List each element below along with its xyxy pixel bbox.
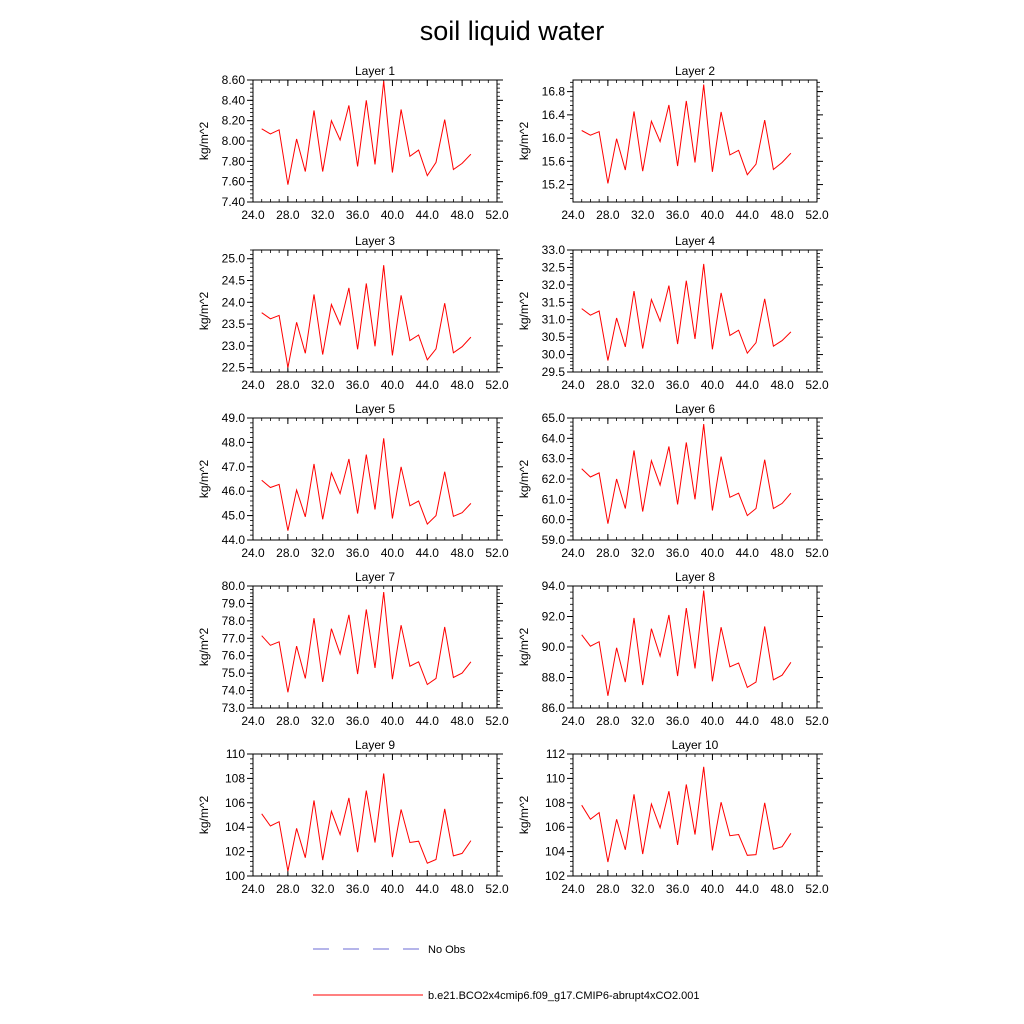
x-tick-label: 52.0 (805, 714, 829, 728)
x-tick-label: 48.0 (770, 546, 794, 560)
y-axis-label: kg/m^2 (197, 291, 211, 331)
y-tick-label: 7.60 (221, 174, 245, 189)
panel-title: Layer 6 (674, 402, 716, 416)
y-tick-label: 24.0 (221, 295, 245, 310)
y-tick-label: 74.0 (221, 683, 245, 698)
y-tick-label: 16.8 (541, 84, 565, 99)
y-tick-label: 29.5 (541, 365, 565, 379)
y-axis-label: kg/m^2 (197, 627, 211, 667)
panel-layer-8 (517, 570, 829, 728)
x-tick-label: 44.0 (735, 714, 759, 728)
x-tick-label: 36.0 (345, 378, 370, 392)
y-tick-label: 7.40 (221, 195, 245, 209)
x-tick-label: 40.0 (380, 546, 405, 560)
y-tick-label: 8.20 (221, 113, 245, 128)
x-tick-label: 24.0 (561, 546, 585, 560)
y-tick-label: 8.00 (221, 134, 245, 148)
y-tick-label: 47.0 (221, 459, 245, 474)
x-tick-label: 24.0 (241, 714, 265, 728)
legend (313, 944, 700, 1002)
y-tick-label: 108 (544, 795, 565, 810)
x-tick-label: 40.0 (380, 714, 405, 728)
x-tick-label: 24.0 (241, 882, 265, 896)
y-axis-label: kg/m^2 (197, 795, 211, 835)
plot-frame (573, 80, 817, 202)
y-tick-label: 77.0 (221, 631, 245, 646)
x-tick-label: 40.0 (380, 882, 405, 896)
x-tick-label: 52.0 (805, 546, 829, 560)
y-axis-label: kg/m^2 (517, 459, 531, 499)
panel-layer-2 (517, 64, 829, 222)
x-tick-label: 28.0 (596, 378, 620, 392)
x-tick-label: 40.0 (380, 378, 405, 392)
panel-title: Layer 2 (674, 64, 716, 78)
y-tick-label: 110 (545, 771, 565, 786)
plot-frame (253, 250, 497, 372)
y-tick-label: 75.0 (221, 666, 245, 681)
x-tick-label: 28.0 (596, 208, 620, 222)
series-line (262, 81, 471, 185)
y-tick-label: 31.0 (541, 312, 565, 327)
y-tick-label: 49.0 (221, 411, 245, 425)
x-tick-label: 36.0 (665, 882, 690, 896)
series-line (262, 265, 471, 367)
y-tick-label: 60.0 (541, 512, 565, 527)
y-tick-label: 30.5 (541, 330, 565, 345)
y-tick-label: 102 (544, 869, 565, 883)
x-tick-label: 24.0 (561, 378, 585, 392)
x-tick-label: 52.0 (485, 378, 509, 392)
y-tick-label: 94.0 (541, 579, 565, 593)
y-tick-label: 78.0 (221, 613, 245, 628)
y-axis-label: kg/m^2 (517, 121, 531, 161)
y-tick-label: 73.0 (221, 701, 245, 715)
series-line (582, 767, 791, 862)
y-tick-label: 102 (224, 844, 245, 859)
x-tick-label: 40.0 (700, 714, 725, 728)
y-tick-label: 31.5 (541, 295, 565, 310)
panel-title: Layer 4 (674, 234, 716, 248)
x-tick-label: 28.0 (276, 208, 300, 222)
panel-layer-10 (517, 738, 829, 896)
x-tick-label: 32.0 (311, 714, 335, 728)
panel-title: Layer 7 (354, 570, 396, 584)
x-tick-label: 32.0 (631, 208, 655, 222)
y-axis-label: kg/m^2 (197, 459, 211, 499)
x-tick-label: 44.0 (735, 882, 759, 896)
panel-title: Layer 3 (354, 234, 396, 248)
x-tick-label: 32.0 (631, 714, 655, 728)
x-tick-label: 32.0 (311, 208, 335, 222)
x-tick-label: 36.0 (665, 546, 690, 560)
y-axis-label: kg/m^2 (197, 121, 211, 161)
panel-grid (197, 64, 829, 896)
series-line (262, 774, 471, 872)
panel-layer-4 (517, 234, 829, 392)
x-tick-label: 36.0 (665, 378, 690, 392)
x-tick-label: 52.0 (485, 546, 509, 560)
panel-layer-6 (517, 402, 829, 560)
x-tick-label: 52.0 (485, 882, 509, 896)
x-tick-label: 32.0 (631, 546, 655, 560)
y-tick-label: 104 (224, 820, 245, 835)
panel-layer-7 (197, 570, 509, 728)
panel-title: Layer 5 (354, 402, 396, 416)
x-tick-label: 44.0 (735, 208, 759, 222)
x-tick-label: 48.0 (770, 882, 794, 896)
x-tick-label: 24.0 (241, 208, 265, 222)
y-tick-label: 80.0 (221, 579, 245, 593)
series-line (582, 264, 791, 361)
y-tick-label: 16.4 (541, 107, 565, 122)
x-tick-label: 52.0 (485, 714, 509, 728)
y-tick-label: 23.0 (221, 338, 245, 353)
x-tick-label: 44.0 (735, 546, 759, 560)
plot-frame (253, 80, 497, 202)
y-tick-label: 16.0 (541, 131, 565, 146)
y-tick-label: 8.60 (221, 73, 245, 87)
x-tick-label: 28.0 (276, 714, 300, 728)
y-tick-label: 25.0 (221, 251, 245, 266)
panel-layer-5 (197, 402, 509, 560)
panel-layer-9 (197, 738, 509, 896)
legend-no-obs-label: No Obs (428, 944, 466, 956)
x-tick-label: 36.0 (345, 714, 370, 728)
x-tick-label: 40.0 (700, 208, 725, 222)
plot-frame (253, 586, 497, 708)
y-tick-label: 106 (544, 820, 565, 835)
x-tick-label: 24.0 (241, 378, 265, 392)
x-tick-label: 36.0 (345, 208, 370, 222)
x-tick-label: 32.0 (311, 882, 335, 896)
x-tick-label: 36.0 (665, 208, 690, 222)
y-tick-label: 24.5 (221, 273, 245, 288)
y-tick-label: 106 (224, 795, 245, 810)
x-tick-label: 28.0 (276, 882, 300, 896)
y-tick-label: 63.0 (541, 451, 565, 466)
panel-title: Layer 9 (354, 738, 396, 752)
y-tick-label: 61.0 (541, 492, 565, 507)
y-tick-label: 46.0 (221, 484, 245, 499)
x-tick-label: 48.0 (450, 546, 474, 560)
y-tick-label: 32.5 (541, 260, 565, 275)
y-tick-label: 33.0 (541, 243, 565, 257)
y-tick-label: 90.0 (541, 640, 565, 654)
y-tick-label: 112 (545, 747, 565, 761)
y-tick-label: 100 (224, 869, 245, 883)
x-tick-label: 44.0 (415, 714, 439, 728)
y-tick-label: 88.0 (541, 670, 565, 685)
x-tick-label: 44.0 (415, 208, 439, 222)
y-tick-label: 32.0 (541, 277, 565, 292)
y-tick-label: 110 (225, 747, 245, 761)
series-line (262, 438, 471, 530)
y-tick-label: 44.0 (221, 533, 245, 547)
x-tick-label: 32.0 (631, 882, 655, 896)
x-tick-label: 36.0 (665, 714, 690, 728)
y-tick-label: 23.5 (221, 317, 245, 332)
y-tick-label: 45.0 (221, 508, 245, 523)
y-tick-label: 86.0 (541, 701, 565, 715)
y-tick-label: 92.0 (541, 609, 565, 624)
y-tick-label: 22.5 (221, 360, 245, 375)
y-tick-label: 59.0 (541, 533, 565, 547)
x-tick-label: 36.0 (345, 882, 370, 896)
x-tick-label: 48.0 (450, 882, 474, 896)
x-tick-label: 52.0 (805, 882, 829, 896)
x-tick-label: 40.0 (380, 208, 405, 222)
panel-title: Layer 8 (674, 570, 716, 584)
x-tick-label: 48.0 (770, 378, 794, 392)
y-tick-label: 48.0 (221, 435, 245, 450)
panel-title: Layer 1 (354, 64, 396, 78)
x-tick-label: 32.0 (311, 546, 335, 560)
x-tick-label: 36.0 (345, 546, 370, 560)
y-tick-label: 79.0 (221, 596, 245, 611)
plot-frame (573, 754, 817, 876)
x-tick-label: 24.0 (561, 882, 585, 896)
x-tick-label: 40.0 (700, 378, 725, 392)
y-tick-label: 15.6 (541, 154, 565, 169)
x-tick-label: 32.0 (631, 378, 655, 392)
series-line (582, 591, 791, 696)
x-tick-label: 24.0 (241, 546, 265, 560)
y-tick-label: 76.0 (221, 648, 245, 663)
x-tick-label: 52.0 (805, 208, 829, 222)
x-tick-label: 28.0 (276, 546, 300, 560)
panel-layer-1 (197, 64, 509, 222)
x-tick-label: 48.0 (450, 714, 474, 728)
x-tick-label: 48.0 (770, 208, 794, 222)
plot-frame (573, 586, 817, 708)
x-tick-label: 28.0 (276, 378, 300, 392)
x-tick-label: 44.0 (735, 378, 759, 392)
x-tick-label: 24.0 (561, 714, 585, 728)
x-tick-label: 28.0 (596, 882, 620, 896)
panel-layer-3 (197, 234, 509, 392)
x-tick-label: 48.0 (770, 714, 794, 728)
figure-title: soil liquid water (419, 16, 605, 46)
x-tick-label: 32.0 (311, 378, 335, 392)
y-tick-label: 108 (224, 771, 245, 786)
x-tick-label: 24.0 (561, 208, 585, 222)
y-axis-label: kg/m^2 (517, 627, 531, 667)
x-tick-label: 52.0 (805, 378, 829, 392)
x-tick-label: 28.0 (596, 714, 620, 728)
series-line (262, 592, 471, 692)
x-tick-label: 48.0 (450, 378, 474, 392)
y-axis-label: kg/m^2 (517, 291, 531, 331)
y-axis-label: kg/m^2 (517, 795, 531, 835)
x-tick-label: 48.0 (450, 208, 474, 222)
series-line (582, 85, 791, 184)
x-tick-label: 28.0 (596, 546, 620, 560)
panel-title: Layer 10 (671, 738, 719, 752)
x-tick-label: 40.0 (700, 546, 725, 560)
y-tick-label: 8.40 (221, 93, 245, 108)
y-tick-label: 7.80 (221, 154, 245, 169)
y-tick-label: 65.0 (541, 411, 565, 425)
legend-model-label: b.e21.BCO2x4cmip6.f09_g17.CMIP6-abrupt4xCO2.001 (428, 990, 700, 1002)
series-line (582, 424, 791, 524)
y-tick-label: 64.0 (541, 431, 565, 446)
y-tick-label: 104 (544, 844, 565, 859)
x-tick-label: 52.0 (485, 208, 509, 222)
y-tick-label: 30.0 (541, 347, 565, 362)
y-tick-label: 15.2 (541, 177, 565, 192)
x-tick-label: 40.0 (700, 882, 725, 896)
x-tick-label: 44.0 (415, 378, 439, 392)
x-tick-label: 44.0 (415, 882, 439, 896)
y-tick-label: 62.0 (541, 472, 565, 486)
x-tick-label: 44.0 (415, 546, 439, 560)
plot-frame (573, 418, 817, 540)
plot-frame (253, 754, 497, 876)
